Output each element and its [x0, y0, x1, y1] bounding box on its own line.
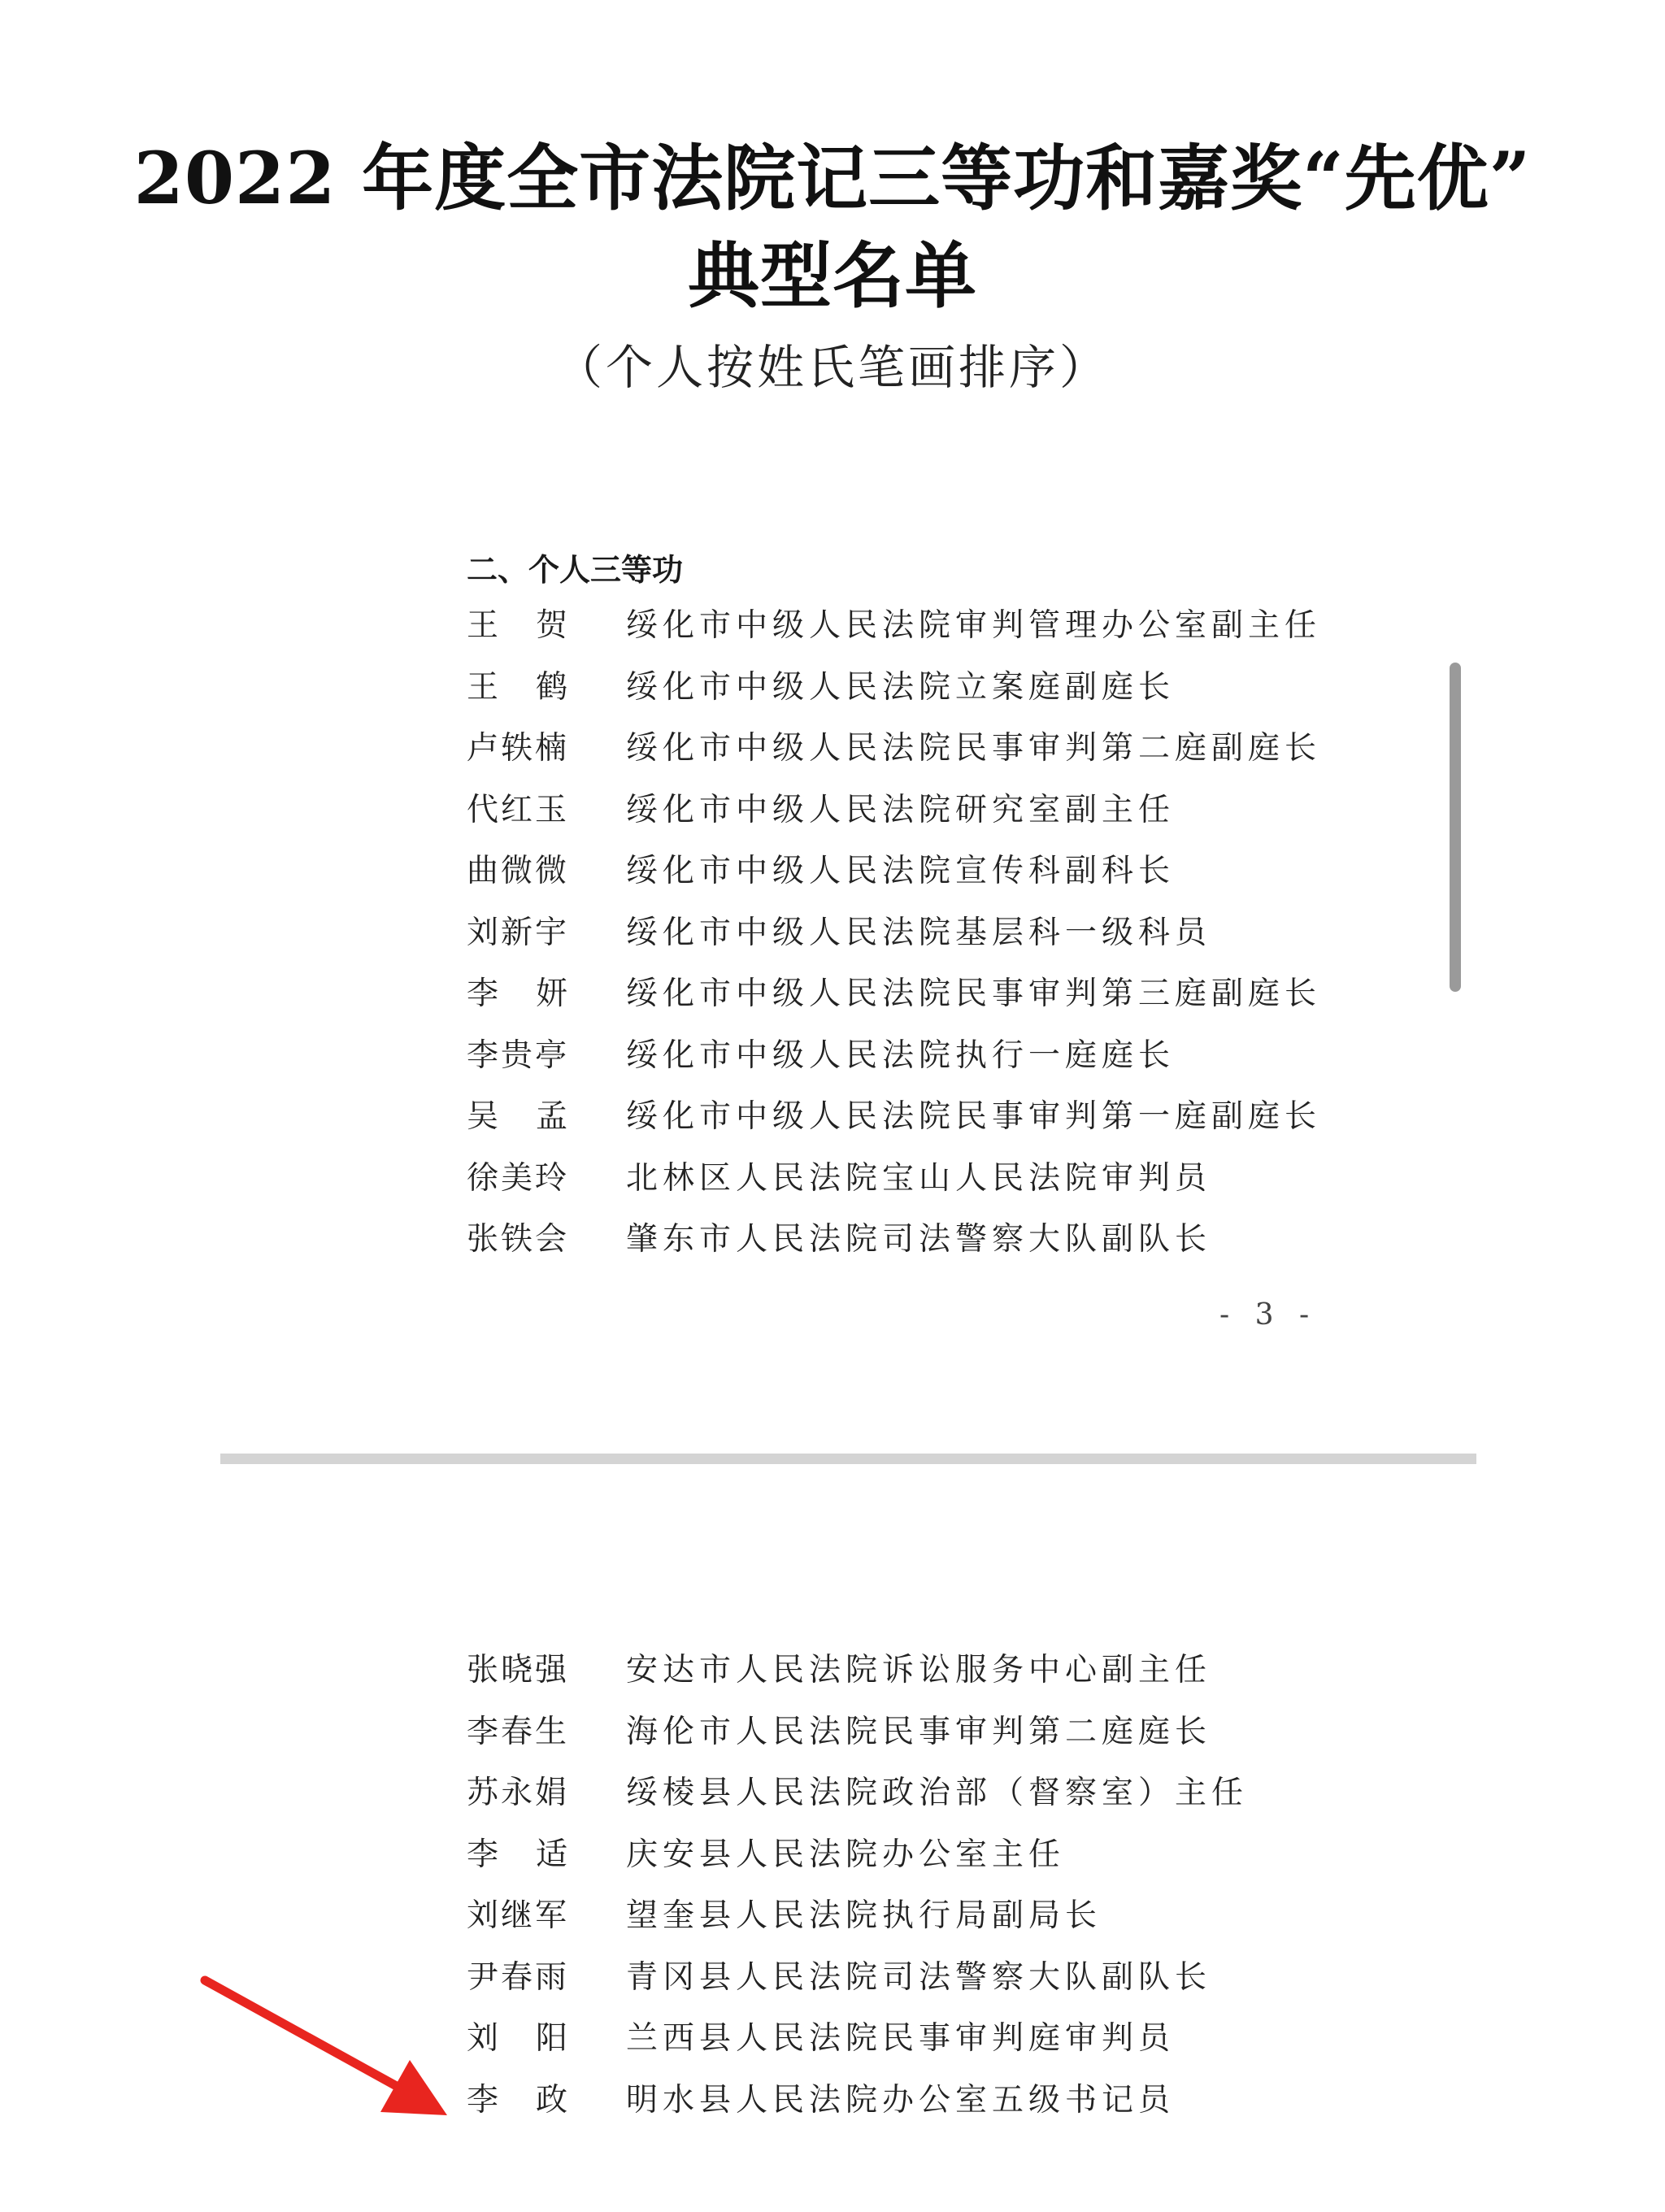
- vertical-scrollbar[interactable]: [1450, 663, 1461, 992]
- list-item: [467, 790, 1321, 852]
- person-name: 张晓强: [467, 1652, 570, 1688]
- person-position: 绥化市中级人民法院研究室副主任: [626, 791, 1176, 828]
- person-name: 李政: [467, 2081, 606, 2119]
- person-name: 李妍: [467, 976, 606, 1012]
- list-item: [467, 1773, 1248, 1835]
- person-name: 吴孟: [467, 1098, 606, 1135]
- person-name: 代红玉: [467, 791, 570, 828]
- arrow-shaft: [205, 1980, 408, 2092]
- page-number: - 3 -: [1219, 1298, 1318, 1332]
- person-position: 绥化市中级人民法院民事审判第三庭副庭长: [626, 976, 1322, 1012]
- section-heading: 二、个人三等功: [467, 552, 684, 588]
- document-subtitle: （个人按姓氏笔画排序）: [554, 340, 1110, 395]
- person-name: 刘继军: [467, 1897, 570, 1934]
- list-item: [467, 1158, 1321, 1220]
- person-name: 王鹤: [467, 668, 606, 706]
- award-list-page1: [467, 606, 1321, 1281]
- person-position: 海伦市人民法院民事审判第二庭庭长: [626, 1713, 1212, 1750]
- person-position: 明水县人民法院办公室五级书记员: [626, 2081, 1176, 2119]
- list-item: [467, 913, 1321, 975]
- person-position: 兰西县人民法院民事审判庭审判员: [626, 2020, 1176, 2057]
- person-name: 刘新宇: [467, 914, 570, 951]
- person-position: 绥化市中级人民法院基层科一级科员: [626, 914, 1212, 951]
- person-position: 青冈县人民法院司法警察大队副队长: [626, 1958, 1212, 1996]
- person-name: 徐美玲: [467, 1159, 570, 1197]
- list-item: [467, 1712, 1248, 1774]
- person-position: 绥化市中级人民法院民事审判第二庭副庭长: [626, 730, 1322, 767]
- person-name: 李适: [467, 1836, 606, 1873]
- list-item: [467, 974, 1321, 1036]
- person-position: 庆安县人民法院办公室主任: [626, 1836, 1066, 1873]
- list-item-highlighted: [467, 2080, 1248, 2142]
- list-item: [467, 1650, 1248, 1712]
- document-title-line2: 典型名单: [687, 233, 977, 318]
- person-position: 绥化市中级人民法院审判管理办公室副主任: [626, 607, 1322, 644]
- list-item: [467, 1958, 1248, 2019]
- list-item: [467, 1097, 1321, 1158]
- person-position: 绥化市中级人民法院宣传科副科长: [626, 853, 1176, 889]
- list-item: [467, 1835, 1248, 1897]
- arrow-icon: [195, 1967, 472, 2130]
- person-position: 北林区人民法院宝山人民法院审判员: [626, 1159, 1212, 1197]
- person-position: 绥化市中级人民法院立案庭副庭长: [626, 668, 1176, 706]
- person-name: 尹春雨: [467, 1958, 570, 1996]
- list-item: [467, 728, 1321, 790]
- person-name: 张铁会: [467, 1221, 570, 1258]
- person-name: 王贺: [467, 607, 606, 644]
- document-title-line1: 2022 年度全市法院记三等功和嘉奖“先优”: [133, 136, 1532, 220]
- list-item: [467, 1896, 1248, 1958]
- list-item: [467, 1219, 1321, 1281]
- list-item: [467, 606, 1321, 667]
- person-position: 绥化市中级人民法院执行一庭庭长: [626, 1036, 1176, 1074]
- person-position: 安达市人民法院诉讼服务中心副主任: [626, 1652, 1212, 1688]
- person-name: 李贵亭: [467, 1036, 570, 1074]
- person-position: 肇东市人民法院司法警察大队副队长: [626, 1221, 1212, 1258]
- person-position: 绥化市中级人民法院民事审判第一庭副庭长: [626, 1098, 1322, 1135]
- person-position: 望奎县人民法院执行局副局长: [626, 1897, 1102, 1934]
- list-item: [467, 1036, 1321, 1097]
- person-name: 苏永娟: [467, 1775, 570, 1811]
- person-name: 李春生: [467, 1713, 570, 1750]
- list-item: [467, 667, 1321, 729]
- person-name: 刘阳: [467, 2020, 606, 2057]
- award-list-page2: [467, 1650, 1248, 2141]
- person-name: 卢轶楠: [467, 730, 570, 767]
- person-name: 曲微微: [467, 853, 570, 889]
- list-item: [467, 2019, 1248, 2080]
- list-item: [467, 851, 1321, 913]
- person-position: 绥棱县人民法院政治部（督察室）主任: [626, 1775, 1249, 1811]
- page-divider: [220, 1454, 1476, 1464]
